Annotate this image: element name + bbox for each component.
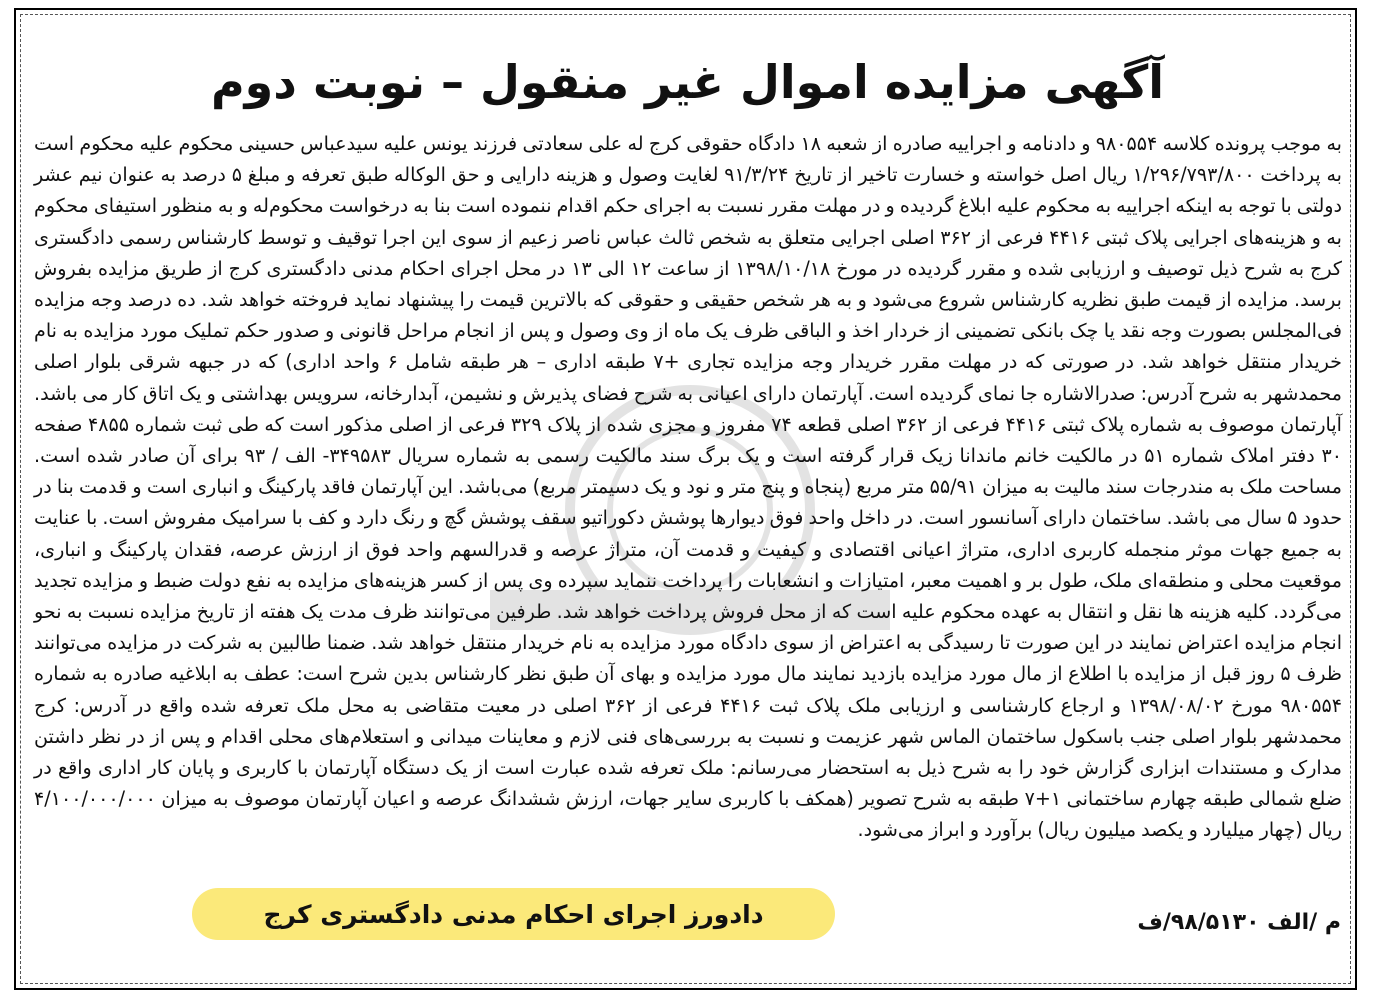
signature-banner: دادورز اجرای احکام مدنی دادگستری کرج: [192, 888, 835, 940]
notice-footer: [0, 884, 1375, 944]
reference-code: م /الف ۹۸/۵۱۳۰/ف: [1137, 910, 1341, 935]
notice-title: آگهی مزایده اموال غیر منقول – نوبت دوم: [210, 55, 1165, 109]
notice-body: به موجب پرونده کلاسه ۹۸۰۵۵۴ و دادنامه و اجراییه صادره از شعبه ۱۸ دادگاه حقوقی کرج له علی سعادتی فرزند یونس علیه سیدعباس حسینی محکوم علیه محکوم است به پرداخت ۱/۲۹۶/۷۹۳/۸۰۰ ریال اصل خواسته و خسارت تاخیر از تاریخ ۹۱/۳/۲۴ لغایت وصول و هزینه دارایی و حق الوکاله طبق تعرفه و مبلغ ۵ درصد به عنوان نیم عشر دولتی با توجه به اینکه اجراییه به محکوم علیه ابلاغ گردیده و در مهلت مقرر نسبت به اجرای حکم اقدام ننموده است بنا به درخواست محکوم‌له و به منظور استیفای محکوم به و هزینه‌های اجرایی پلاک ثبتی ۴۴۱۶ فرعی از ۳۶۲ اصلی اجرایی متعلق به شخص ثالث عباس ناصر زعیم از سوی این اجرا توقیف و توسط کارشناس رسمی دادگستری کرج به شرح ذیل توصیف و ارزیابی شده و مقرر گردیده در مورخ ۱۳۹۸/۱۰/۱۸ از ساعت ۱۲ الی ۱۳ در محل اجرای احکام مدنی دادگستری کرج از طریق مزایده بفروش برسد. مزایده از قیمت طبق نظریه کارشناس شروع می‌شود و به هر شخص حقیقی و حقوقی که بالاترین قیمت را پیشنهاد نماید فروخته خواهد شد. ده درصد وجه مزایده فی‌المجلس بصورت وجه نقد یا چک بانکی تضمینی از خردار اخذ و الباقی ظرف یک ماه از وی وصول و پس از انجام مراحل قانونی و صدور حکم تملیک مورد مزایده به نام خریدار منتقل خواهد شد. در صورتی که در مهلت مقرر خریدار وجه مزایده تجاری +۷ طبقه اداری – هر طبقه شامل ۶ واحد اداری) که در جبهه شرقی بلوار اصلی محمدشهر به شرح آدرس: صدرالاشاره جا نمای گردیده است. آپارتمان دارای اعیانی به شرح فضای پذیرش و نشیمن، آبدارخانه، سرویس بهداشتی و یک اتاق کار می باشد. آپارتمان موصوف به شماره پلاک ثبتی ۴۴۱۶ فرعی از ۳۶۲ اصلی قطعه ۷۴ مفروز و مجزی شده از پلاک ۳۲۹ فرعی از اصلی مذکور است که طی ثبت شماره ۴۸۵۵ صفحه ۳۰ دفتر املاک شماره ۵۱ در مالکیت خانم ماندانا زیک قرار گرفته است و یک برگ سند مالکیت رسمی به شماره سریال ۳۴۹۵۸۳- الف / ۹۳ برای آن صادر شده است. مساحت ملک به مندرجات سند مالیت به میزان ۵۵/۹۱ متر مربع (پنجاه و پنج متر و نود و یک دسیمتر مربع) می‌باشد. این آپارتمان فاقد پارکینگ و انباری است و قدمت بنا در حدود ۵ سال می باشد. ساختمان دارای آسانسور است. در داخل واحد فوق دیوارها پوشش دکوراتیو سقف پوشش گچ و رنگ دارد و کف با سرامیک مفروش است. با عنایت به جمیع جهات موثر منجمله کاربری اداری، متراژ اعیانی اقتصادی و کیفیت و قدمت آن، متراژ عرصه و قدرالسهم واحد فوق از ارزش عرصه، فقدان پارکینگ و انباری، موقعیت محلی و منطقه‌ای ملک، طول بر و اهمیت معبر، امتیازات و انشعابات را پرداخت ننماید سپرده وی پس از کسر هزینه‌های مزایده به نفع دولت ضبط و مزایده تجدید می‌گردد. کلیه هزینه ها نقل و انتقال به عهده محکوم علیه است که از محل فروش پرداخت خواهد شد. طرفین می‌توانند ظرف مدت یک هفته از تاریخ مزایده نسبت به نحو انجام مزایده اعتراض نمایند در این صورت تا رسیدگی به اعتراض از سوی دادگاه مورد مزایده به نام خریدار منتقل خواهد شد. ضمنا طالبین به شرکت در مزایده می‌توانند ظرف ۵ روز قبل از مزایده با اطلاع از مال مورد مزایده بازدید نمایند مال مورد مزایده و بهای آن طبق نظر کارشناس بدین شرح است: عطف به ابلاغیه صادره به شماره ۹۸۰۵۵۴ مورخ ۱۳۹۸/۰۸/۰۲ و ارجاع کارشناسی و ارزیابی ملک پلاک ثبت ۴۴۱۶ فرعی از ۳۶۲ اصلی در معیت متقاضی به محل ملک تعرفه شده واقع در آدرس: کرج محمدشهر بلوار اصلی جنب باسکول ساختمان الماس شهر عزیمت و نسبت به بررسی‌های فنی لازم و معاینات میدانی و استعلام‌های محلی اقدام و پس از در نظر داشتن مدارک و مستندات ابزاری گزارش خود را به شرح ذیل به استحضار می‌رسانم: ملک تعرفه شده عبارت است از یک دستگاه آپارتمان با کاربری و پایان کار اداری واقع در ضلع شمالی طبقه چهارم ساختمانی ۱+۷ طبقه به شرح تصویر (همکف با کاربری سایر جهات، ارزش ششدانگ عرصه و اعیان آپارتمان موصوف به میزان ۴/۱۰۰/۰۰۰/۰۰۰ ریال (چهار میلیارد و یکصد میلیون ریال) برآورد و ابراز می‌شود.: [34, 132, 1343, 842]
